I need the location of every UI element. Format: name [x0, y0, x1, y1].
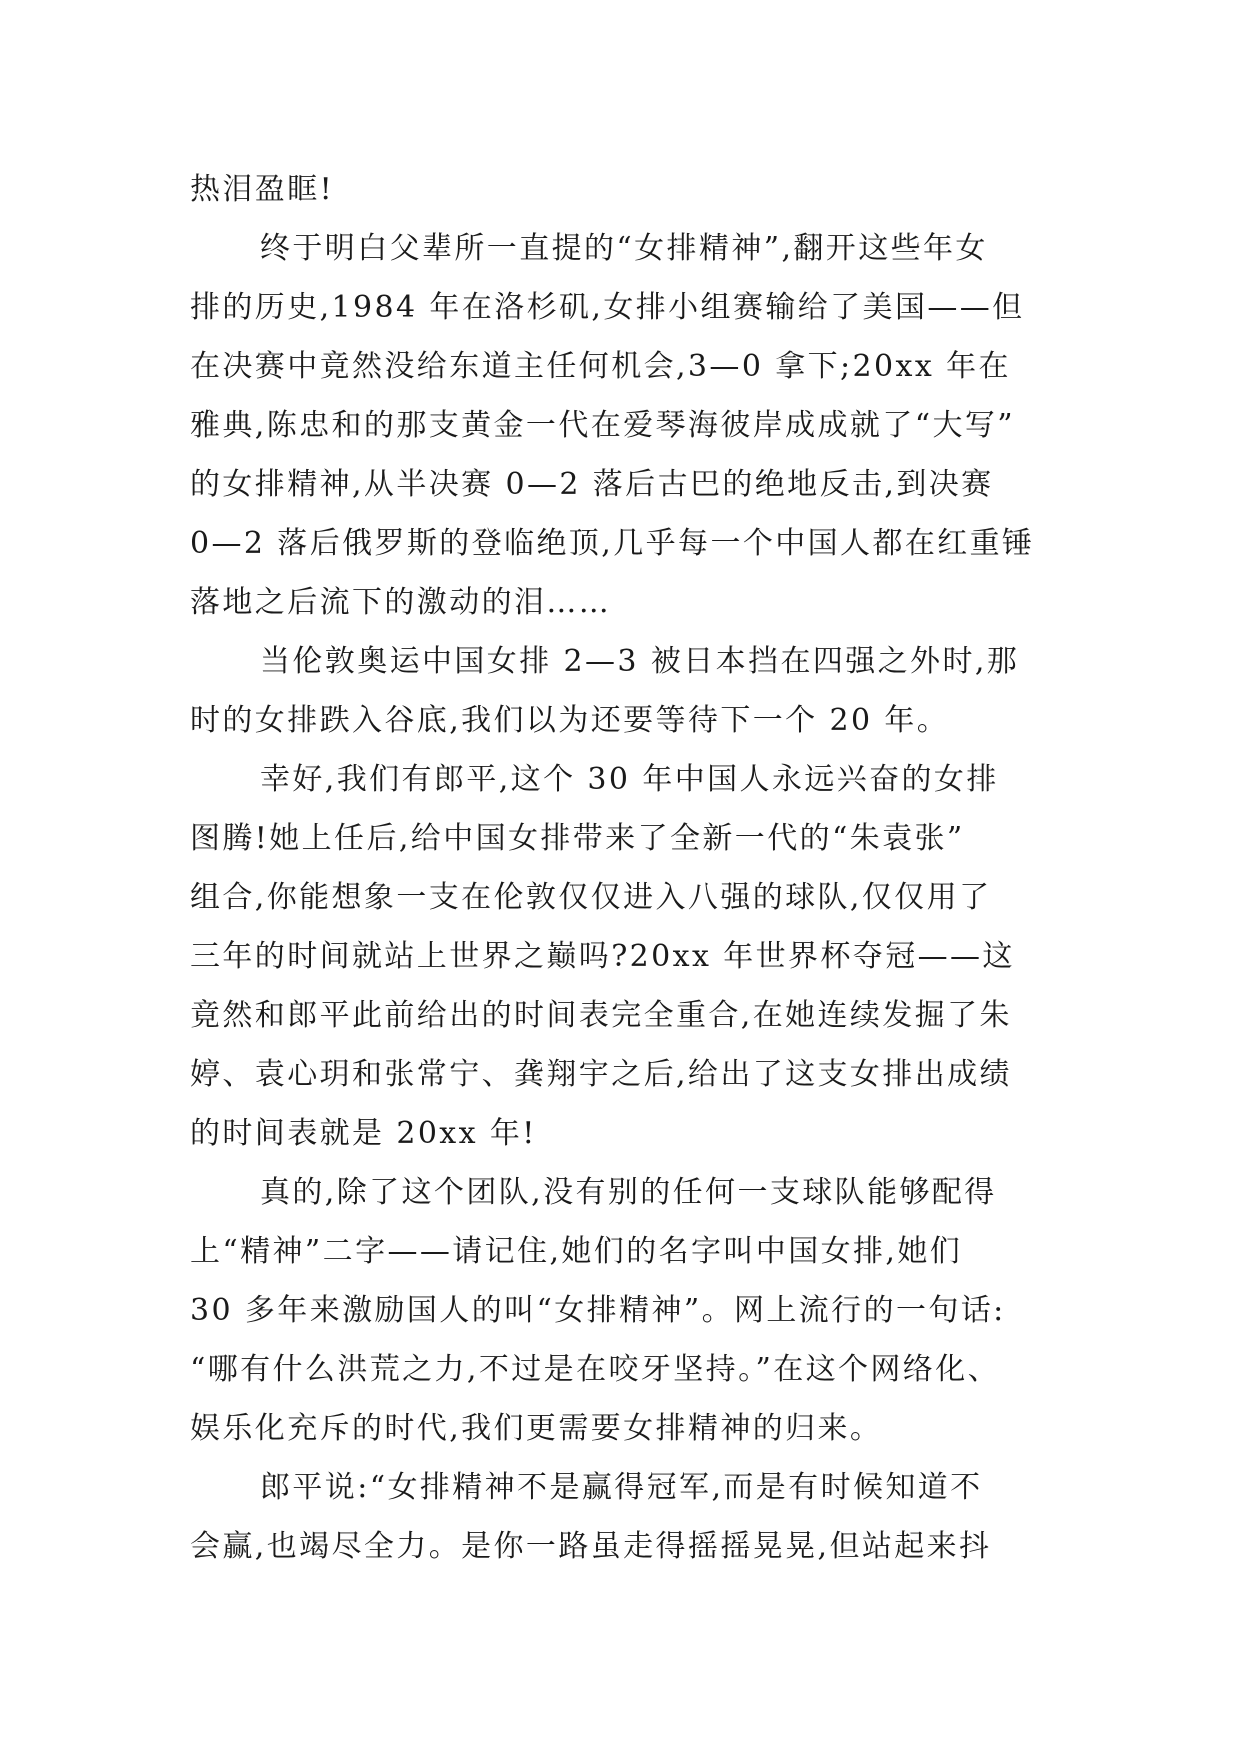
- text-line: 娱乐化充斥的时代,我们更需要女排精神的归来。: [190, 1411, 883, 1446]
- text-line: 图腾!她上任后,给中国女排带来了全新一代的“朱袁张”: [190, 821, 965, 856]
- text-line: 当伦敦奥运中国女排 2—3 被日本挡在四强之外时,那: [260, 644, 1020, 679]
- text-line: 郎平说:“女排精神不是赢得冠军,而是有时候知道不: [260, 1470, 983, 1505]
- text-line: 真的,除了这个团队,没有别的任何一支球队能够配得: [260, 1175, 997, 1210]
- text-line: 30 多年来激励国人的叫“女排精神”。网上流行的一句话:: [190, 1293, 1006, 1328]
- text-line: 婷、袁心玥和张常宁、龚翔宇之后,给出了这支女排出成绩: [190, 1057, 1012, 1092]
- text-line: 热泪盈眶!: [190, 172, 335, 207]
- text-line: 在决赛中竟然没给东道主任何机会,3—0 拿下;20xx 年在: [190, 349, 1011, 384]
- text-line: 会赢,也竭尽全力。是你一路虽走得摇摇晃晃,但站起来抖: [190, 1529, 992, 1564]
- text-line: 时的女排跌入谷底,我们以为还要等待下一个 20 年。: [190, 703, 950, 738]
- text-line: 三年的时间就站上世界之巅吗?20xx 年世界杯夺冠——这: [190, 939, 1015, 974]
- text-line: 幸好,我们有郎平,这个 30 年中国人永远兴奋的女排: [260, 762, 999, 797]
- text-line: 排的历史,1984 年在洛杉矶,女排小组赛输给了美国——但: [190, 290, 1025, 325]
- text-line: 组合,你能想象一支在伦敦仅仅进入八强的球队,仅仅用了: [190, 880, 992, 915]
- text-line: 的时间表就是 20xx 年!: [190, 1116, 537, 1151]
- text-line: 上“精神”二字——请记住,她们的名字叫中国女排,她们: [190, 1234, 963, 1269]
- text-line: 0—2 落后俄罗斯的登临绝顶,几乎每一个中国人都在红重锤: [190, 526, 1035, 561]
- text-line: “哪有什么洪荒之力,不过是在咬牙坚持。”在这个网络化、: [190, 1352, 1001, 1387]
- text-line: 竟然和郎平此前给出的时间表完全重合,在她连续发掘了朱: [190, 998, 1012, 1033]
- text-line: 落地之后流下的激动的泪……: [190, 585, 612, 620]
- document-body: [190, 160, 1050, 1576]
- text-line: 的女排精神,从半决赛 0—2 落后古巴的绝地反击,到决赛: [190, 467, 994, 502]
- text-line: 终于明白父辈所一直提的“女排精神”,翻开这些年女: [260, 231, 988, 266]
- text-line: 雅典,陈忠和的那支黄金一代在爱琴海彼岸成成就了“大写”: [190, 408, 1016, 443]
